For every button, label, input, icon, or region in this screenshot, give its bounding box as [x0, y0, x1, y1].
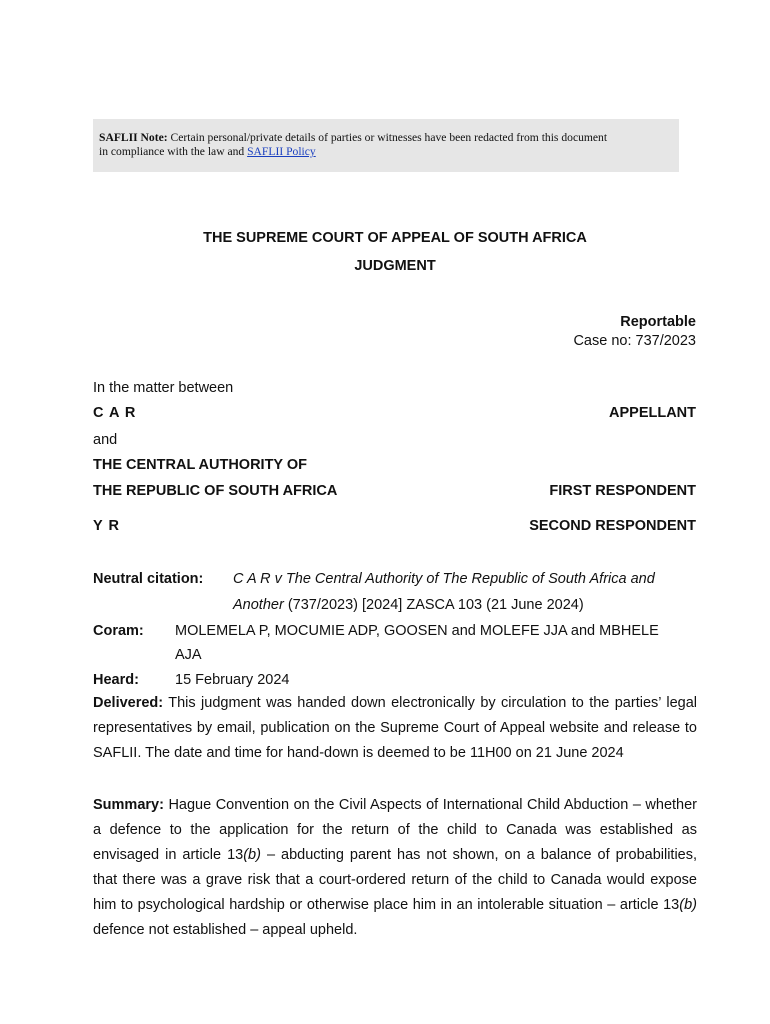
first-respondent-role: FIRST RESPONDENT	[549, 483, 696, 499]
citation-reference: (737/2023) [2024] ZASCA 103 (21 June 2024)	[287, 597, 584, 613]
delivered-label: Delivered:	[93, 695, 164, 711]
saflii-policy-link[interactable]: SAFLII Policy	[247, 145, 316, 158]
heard-label: Heard:	[93, 672, 139, 688]
first-respondent-name-line2: THE REPUBLIC OF SOUTH AFRICA	[93, 483, 338, 499]
reportable-label: Reportable	[620, 314, 696, 330]
first-respondent-name-line1: THE CENTRAL AUTHORITY OF	[93, 457, 308, 473]
summary-text-c: – abducting parent has not shown, on a balance of probabilities, that there was a grave risk that a court-ordered return of the child to Canada would expose him to psychological hardship or otherwise place him in an intolerable situation – article 13	[93, 847, 698, 913]
note-label: SAFLII Note:	[99, 131, 168, 144]
coram-line1: MOLEMELA P, MOCUMIE ADP, GOOSEN and MOLEFE JJA and MBHELE	[175, 623, 659, 639]
and-text: and	[93, 432, 118, 448]
coram-line2: AJA	[175, 647, 202, 663]
appellant-name: C A R	[93, 405, 137, 421]
coram-label: Coram:	[93, 623, 144, 639]
citation-case-name-cont: Another	[233, 597, 284, 613]
note-text-line2: in compliance with the law and	[99, 145, 245, 158]
saflii-note-box	[93, 119, 679, 172]
citation-case-name: C A R v The Central Authority of The Republic of South Africa and	[233, 571, 655, 587]
second-respondent-role: SECOND RESPONDENT	[529, 518, 696, 534]
summary-paragraph	[93, 793, 697, 943]
summary-text-a: Hague Convention on the Civil Aspects of International Child Abduction – whether a defence to the application for the return of the child to Canada was established as envisaged in article 13	[93, 797, 697, 863]
matter-intro: In the matter between	[93, 380, 234, 396]
note-text-line1: Certain personal/private details of parties or witnesses have been redacted from this document	[170, 131, 608, 144]
citation-label: Neutral citation:	[93, 571, 204, 587]
delivered-text: This judgment was handed down electronically by circulation to the parties’ legal representatives by email, publication on the Supreme Court of Appeal website and release to SAFLII. The date and time for hand-down is deemed to be 11H00 on 21 June 2024	[93, 695, 697, 761]
second-respondent-name: Y R	[93, 518, 120, 534]
citation-line2	[233, 596, 584, 614]
heard-date: 15 February 2024	[175, 672, 290, 688]
summary-article-b-2: (b)	[679, 897, 697, 913]
appellant-role: APPELLANT	[609, 405, 696, 421]
case-number: Case no: 737/2023	[573, 333, 696, 349]
summary-article-b-1: (b)	[243, 847, 261, 863]
judgment-title: JUDGMENT	[354, 258, 436, 274]
summary-text-e: defence not established – appeal upheld.	[93, 922, 358, 938]
court-title: THE SUPREME COURT OF APPEAL OF SOUTH AFRICA	[203, 230, 587, 246]
citation-line1	[233, 570, 655, 588]
summary-label: Summary:	[93, 797, 164, 813]
delivered-paragraph	[93, 691, 697, 766]
